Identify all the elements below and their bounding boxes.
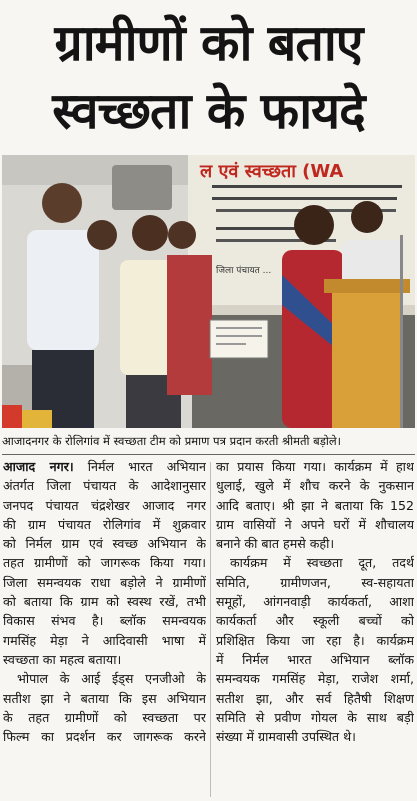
article-line: संख्या में ग्रामवासी उपस्थित थे। [216, 729, 356, 745]
article-line: कार्यक्रम में स्वच्छता दूत, तदर्थ [230, 555, 414, 571]
article-line: बनाने की बात हमसे कही। [216, 536, 335, 552]
article-line: को बताया कि ग्राम को स्वस्थ रखें, तभी [3, 594, 206, 610]
article-line: फिल्म का प्रदर्शन कर जागरूक करने [3, 729, 206, 745]
article-dateline: आजाद नगर। [3, 459, 74, 474]
article-line: का प्रयास किया गया। कार्यक्रम में हाथ [216, 459, 414, 474]
article-line: जनपद पंचायत चंद्रशेखर आजाद नगर [3, 497, 206, 513]
headline [0, 0, 417, 150]
article-line: कार्यकर्ता और स्कूली बच्चों को [216, 613, 414, 629]
article-column-right [216, 457, 414, 746]
article-line: ग्राम वासियों ने अपने घरों में शौचालय [216, 516, 414, 532]
article-paragraph-4 [216, 553, 414, 746]
article-line: की ग्राम पंचायत रोलिगांव में शुक्रवार [3, 516, 206, 532]
article-line: को निर्मल ग्राम एवं स्वच्छ अभियान के [3, 536, 206, 552]
article-line: जिला समन्वयक राधा बड़ोले ने ग्रामीणों [3, 574, 206, 590]
article-column-left [3, 457, 206, 746]
article-line: आजाद नगर। निर्मल भारत अभियान [3, 459, 206, 474]
column-divider [210, 462, 211, 797]
article-line: अंतर्गत जिला पंचायत के आदेशानुसार [3, 478, 206, 494]
article-line: स्वच्छता का महत्व बताया। [3, 651, 122, 667]
article-line: प्रशिक्षित किया जा रहा है। कार्यक्रम [216, 632, 414, 648]
article-line: सतीश झा, और सर्व हितैषी शिक्षण [216, 690, 414, 706]
article-line: आदि बताए। श्री झा ने बताया कि 152 [216, 497, 414, 513]
article-line: समिति, ग्रामीणजन, स्व-सहायता [216, 574, 414, 590]
article-line: के तहत ग्रामीणों को स्वच्छता पर [3, 709, 206, 725]
article-line: भोपाल के आई ईड्स एनजीओ के [17, 671, 206, 687]
article-paragraph-3 [216, 457, 414, 553]
article-paragraph-1 [3, 457, 206, 669]
article-line: में निर्मल भारत अभियान ब्लॉक [216, 651, 414, 667]
headline-line-2: स्वच्छता के फायदे [52, 82, 365, 140]
article-line: समिति से प्रवीण गोयल के साथ बड़ी [216, 709, 414, 725]
article-line: समूहों, आंगनवाड़ी कार्यकर्ता, आशा [216, 594, 414, 610]
banner-title: ल एवं स्वच्छता (WA [200, 161, 344, 182]
photo-caption: आजादनगर के रोलिगांव में स्वच्छता टीम को प्रमाण पत्र प्रदान करती श्रीमती बड़ोले। [2, 429, 415, 453]
banner-footer: जिला पंचायत ... [216, 266, 272, 276]
photo-illustration [2, 155, 415, 428]
article-line: समन्वयक गमसिंह मेड़ा, राजेश शर्मा, [216, 671, 414, 687]
article-line: धुलाई, खुले में शौच करने के नुकसान [216, 478, 414, 494]
article-line: तहत ग्रामीणों को जागरूक किया गया। [3, 555, 206, 571]
article-line: विकास संभव है। ब्लॉक समन्वयक [3, 613, 206, 629]
news-photo [2, 155, 415, 428]
article-line: सतीश झा ने बताया कि इस अभियान [3, 690, 206, 706]
headline-line-1: ग्रामीणों को बताए [54, 14, 363, 72]
article-paragraph-2 [3, 669, 206, 746]
caption-rule [2, 454, 415, 455]
article-line: गमसिंह मेड़ा ने आदिवासी भाषा में [3, 632, 206, 648]
